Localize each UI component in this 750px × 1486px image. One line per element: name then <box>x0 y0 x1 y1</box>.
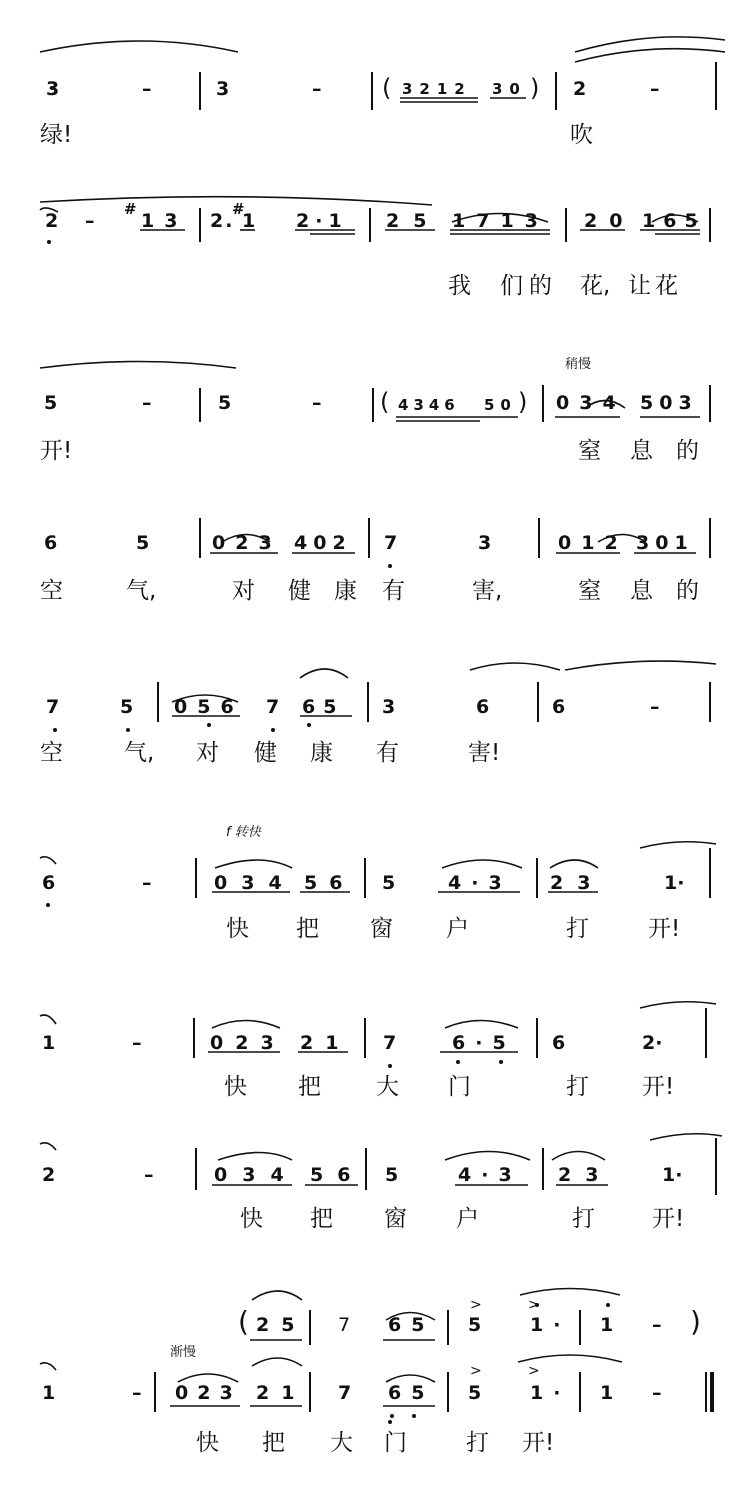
note: 2 <box>573 78 587 100</box>
accent-mark: > <box>470 1363 482 1379</box>
paren: ( <box>238 1305 249 1338</box>
note: 5 <box>120 696 134 718</box>
note-group: 034 <box>556 392 626 414</box>
note: 3 <box>382 696 396 718</box>
note-group: 165 <box>642 210 706 232</box>
lyric: 打 <box>466 1430 489 1456</box>
lyric: 把 <box>298 1074 321 1100</box>
lyric: 空 <box>40 740 63 766</box>
lyric: 害! <box>468 740 501 766</box>
note: 7 <box>46 696 60 718</box>
note-group: 2·1 <box>296 210 348 232</box>
lyric: 吹 <box>570 122 593 148</box>
paren: ( <box>380 388 390 416</box>
lyric: 康 <box>310 740 333 766</box>
note-group: 034 <box>214 1164 299 1186</box>
note: 3 <box>478 532 492 554</box>
lyric: 开! <box>642 1074 675 1100</box>
note-dash: – <box>142 78 152 100</box>
lyric: 窒 <box>578 438 601 464</box>
note-group: 3212 <box>402 80 472 98</box>
lyric: 大 <box>376 1074 399 1100</box>
lyric: 大 <box>330 1430 353 1456</box>
note: 6 <box>552 696 566 718</box>
note: 4·3 <box>458 1164 522 1186</box>
note-group: 56 <box>310 1164 365 1186</box>
note: 4·3 <box>448 872 512 894</box>
accent-mark: > <box>528 1297 540 1313</box>
lyric: 开! <box>522 1430 555 1456</box>
note-group: 301 <box>636 532 694 554</box>
paren: ( <box>382 74 392 102</box>
sharp: # <box>124 200 137 218</box>
note: 3 <box>46 78 60 100</box>
lyric: 们的 <box>500 273 558 299</box>
note-group: 65 <box>388 1382 435 1404</box>
accent-mark: > <box>528 1363 540 1379</box>
note-group: 1713 <box>452 210 549 232</box>
note-group: 20 <box>584 210 635 232</box>
lyric: 户 <box>446 916 469 942</box>
note: 6 <box>42 872 56 894</box>
lyric: 快 <box>240 1206 263 1232</box>
lyric: 开! <box>648 916 681 942</box>
lyric: 门 <box>384 1430 407 1456</box>
note: 6 <box>552 1032 566 1054</box>
note-group: 21 <box>300 1032 351 1054</box>
note: 5 <box>218 392 232 414</box>
lyric: 我 <box>448 273 471 299</box>
tempo-mark: 稍慢 <box>565 357 592 372</box>
lyric: 快 <box>224 1074 247 1100</box>
note-group: 50 <box>484 396 517 414</box>
note-group: 25 <box>256 1314 307 1336</box>
note: 2. <box>210 210 235 232</box>
lyric: 门 <box>448 1074 471 1100</box>
lyric: 打 <box>566 1074 589 1100</box>
note-dash: – <box>85 210 95 232</box>
note-group: 056 <box>174 696 244 718</box>
note-dash: – <box>142 872 152 894</box>
lyric: 花, <box>580 273 611 299</box>
note-dash: – <box>142 392 152 414</box>
note: 5 <box>136 532 150 554</box>
note-group: 56 <box>304 872 355 894</box>
note: 3 <box>216 78 230 100</box>
sharp: # <box>232 200 245 218</box>
note: 1· <box>530 1382 571 1404</box>
note: 5 <box>385 1164 399 1186</box>
note-group: 503 <box>640 392 698 414</box>
note: 7 <box>266 696 280 718</box>
note: 1 <box>42 1382 56 1404</box>
lyric: 开! <box>40 438 73 464</box>
note: 2 <box>42 1164 56 1186</box>
tempo-mark: 渐慢 <box>170 1345 197 1360</box>
note-dash: – <box>650 78 660 100</box>
note-group: 034 <box>214 872 296 894</box>
note-group: 023 <box>210 1032 286 1054</box>
paren: ) <box>530 74 540 102</box>
note: 7 <box>338 1314 351 1336</box>
lyric: 开! <box>652 1206 685 1232</box>
note-group: 023 <box>212 532 282 554</box>
lyric: 有 <box>382 578 405 604</box>
lyric: 息 <box>630 438 653 464</box>
note: 5 <box>44 392 58 414</box>
note: 1 <box>42 1032 56 1054</box>
note: 1 <box>242 210 256 232</box>
lyric: 空 <box>40 578 63 604</box>
note-group: 65 <box>388 1314 435 1336</box>
note-group: 65 <box>302 696 345 718</box>
note-group: 23 <box>550 872 605 894</box>
lyric: 的 <box>676 578 699 604</box>
note: 1· <box>530 1314 571 1336</box>
note: 5 <box>382 872 396 894</box>
note: 2 <box>45 210 59 232</box>
note-dash: – <box>650 696 660 718</box>
note: 1 <box>600 1382 614 1404</box>
note-group: 21 <box>256 1382 307 1404</box>
note: 5 <box>468 1314 482 1336</box>
lyric: 对 <box>196 740 219 766</box>
lyric: 打 <box>572 1206 595 1232</box>
note-group: 012 <box>558 532 628 554</box>
note: 2· <box>642 1032 663 1054</box>
note-dash: – <box>144 1164 154 1186</box>
lyric: 窒 <box>578 578 601 604</box>
lyric: 快 <box>226 916 249 942</box>
note: 6 <box>476 696 490 718</box>
lyric: 息 <box>630 578 653 604</box>
note: 6 <box>44 532 58 554</box>
note-dash: – <box>652 1382 662 1404</box>
lyric: 气, <box>124 740 155 766</box>
lyric: 健 <box>288 578 311 604</box>
paren: ) <box>690 1305 701 1338</box>
accent-mark: > <box>470 1297 482 1313</box>
note: 6·5 <box>452 1032 516 1054</box>
note-dash: – <box>312 392 322 414</box>
lyric: 的 <box>676 438 699 464</box>
note: 5 <box>468 1382 482 1404</box>
note-group: 23 <box>558 1164 613 1186</box>
lyric: 户 <box>456 1206 479 1232</box>
lyric: 快 <box>196 1430 219 1456</box>
note-dash: – <box>312 78 322 100</box>
lyric: 窗 <box>370 916 393 942</box>
note-group: 30 <box>492 80 527 98</box>
note-group: 023 <box>175 1382 242 1404</box>
note-dash: – <box>132 1032 142 1054</box>
lyric: 让花 <box>628 273 682 299</box>
tempo-mark: f 转快 <box>226 825 261 840</box>
note: 1· <box>662 1164 683 1186</box>
lyric: 把 <box>262 1430 285 1456</box>
note: 7 <box>384 532 398 554</box>
lyric: 健 <box>254 740 277 766</box>
lyric: 害, <box>472 578 503 604</box>
note-group: 402 <box>294 532 352 554</box>
note: 7 <box>338 1382 352 1404</box>
lyric: 对 <box>232 578 255 604</box>
lyric: 把 <box>310 1206 333 1232</box>
note-group: 13 <box>141 210 188 232</box>
note: 1 <box>600 1314 614 1336</box>
lyric: 把 <box>296 916 319 942</box>
note: 1· <box>664 872 685 894</box>
lyric: 窗 <box>384 1206 407 1232</box>
lyric: 气, <box>126 578 157 604</box>
note-group: 4346 <box>398 396 460 414</box>
note-dash: – <box>652 1314 662 1336</box>
lyric: 康 <box>334 578 357 604</box>
note-group: 25 <box>386 210 441 232</box>
lyric: 打 <box>566 916 589 942</box>
note: 7 <box>383 1032 397 1054</box>
lyric: 绿! <box>40 122 73 148</box>
paren: ) <box>518 388 528 416</box>
note-dash: – <box>132 1382 142 1404</box>
lyric: 有 <box>376 740 399 766</box>
